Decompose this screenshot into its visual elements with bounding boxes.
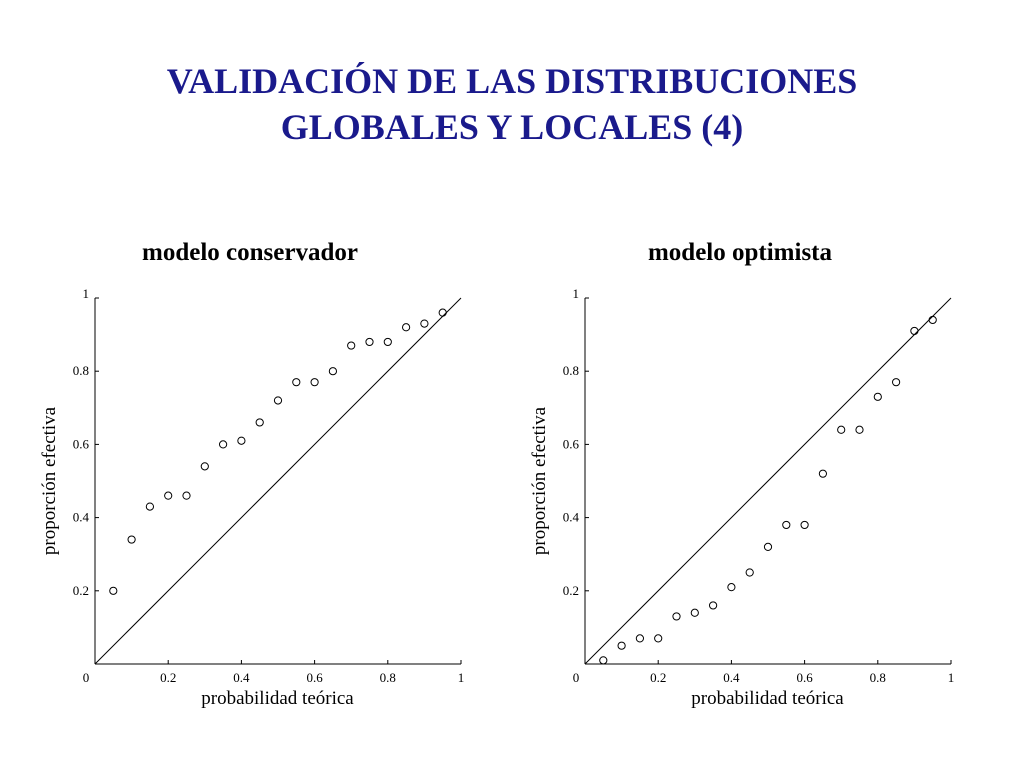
data-point	[403, 324, 410, 331]
data-point	[183, 492, 190, 499]
y-tick-label: 0.8	[562, 363, 579, 379]
slide-title	[0, 58, 1024, 150]
y-tick-label: 1	[572, 286, 579, 301]
data-point	[439, 309, 446, 316]
data-point	[329, 368, 336, 375]
data-point	[764, 543, 771, 550]
x-tick-label: 0.6	[306, 670, 323, 685]
y-tick-label: 0.8	[72, 363, 89, 379]
data-point	[911, 327, 918, 334]
y-axis-label: proporción efectiva	[529, 406, 550, 556]
chart-modelo-optimista	[490, 235, 990, 725]
data-point	[783, 521, 790, 528]
scatter-plot	[0, 235, 500, 725]
x-axis-label: probabilidad teórica	[691, 688, 844, 709]
data-point	[384, 338, 391, 345]
x-tick-label: 0	[82, 670, 90, 685]
data-point	[274, 397, 281, 404]
data-point	[201, 463, 208, 470]
x-tick-label: 0	[572, 670, 580, 685]
data-point	[238, 437, 245, 444]
y-tick-label: 0.2	[72, 582, 89, 598]
scatter-plot	[490, 235, 990, 725]
data-point	[710, 602, 717, 609]
data-point	[856, 426, 863, 433]
data-point	[110, 587, 117, 594]
x-tick-label: 0.4	[233, 670, 250, 685]
y-tick-label: 0.6	[72, 436, 89, 452]
data-point	[673, 613, 680, 620]
x-tick-label: 1	[457, 670, 465, 685]
data-point	[366, 338, 373, 345]
data-point	[421, 320, 428, 327]
data-point	[128, 536, 135, 543]
y-axis-label: proporción efectiva	[39, 406, 60, 556]
data-point	[618, 642, 625, 649]
data-point	[691, 609, 698, 616]
data-point	[636, 635, 643, 642]
reference-line	[585, 298, 951, 664]
data-point	[655, 635, 662, 642]
data-point	[893, 379, 900, 386]
data-point	[165, 492, 172, 499]
y-tick-label: 0.4	[562, 509, 579, 525]
x-tick-label: 1	[947, 670, 955, 685]
data-point	[929, 316, 936, 323]
data-point	[746, 569, 753, 576]
chart-modelo-conservador	[0, 235, 500, 725]
chart-title: modelo optimista	[647, 239, 833, 266]
x-axis-label: probabilidad teórica	[201, 688, 354, 709]
data-point	[256, 419, 263, 426]
data-point	[220, 441, 227, 448]
data-point	[311, 379, 318, 386]
data-point	[801, 521, 808, 528]
chart-title: modelo conservador	[142, 239, 358, 266]
x-tick-label: 0.4	[723, 670, 740, 685]
data-point	[874, 393, 881, 400]
y-tick-label: 0.2	[562, 582, 579, 598]
data-point	[293, 379, 300, 386]
y-tick-label: 0.6	[562, 436, 579, 452]
x-tick-label: 0.2	[650, 670, 667, 685]
slide-title-line-2: GLOBALES Y LOCALES (4)	[280, 107, 744, 147]
data-point	[348, 342, 355, 349]
x-tick-label: 0.2	[160, 670, 177, 685]
data-point	[600, 657, 607, 664]
reference-line	[95, 298, 461, 664]
data-point	[146, 503, 153, 510]
slide-title-line-1: VALIDACIÓN DE LAS DISTRIBUCIONES	[166, 61, 858, 101]
x-tick-label: 0.6	[796, 670, 813, 685]
data-point	[838, 426, 845, 433]
y-tick-label: 0.4	[72, 509, 89, 525]
data-point	[819, 470, 826, 477]
y-tick-label: 1	[82, 286, 89, 301]
x-tick-label: 0.8	[379, 670, 396, 685]
data-point	[728, 584, 735, 591]
x-tick-label: 0.8	[869, 670, 886, 685]
